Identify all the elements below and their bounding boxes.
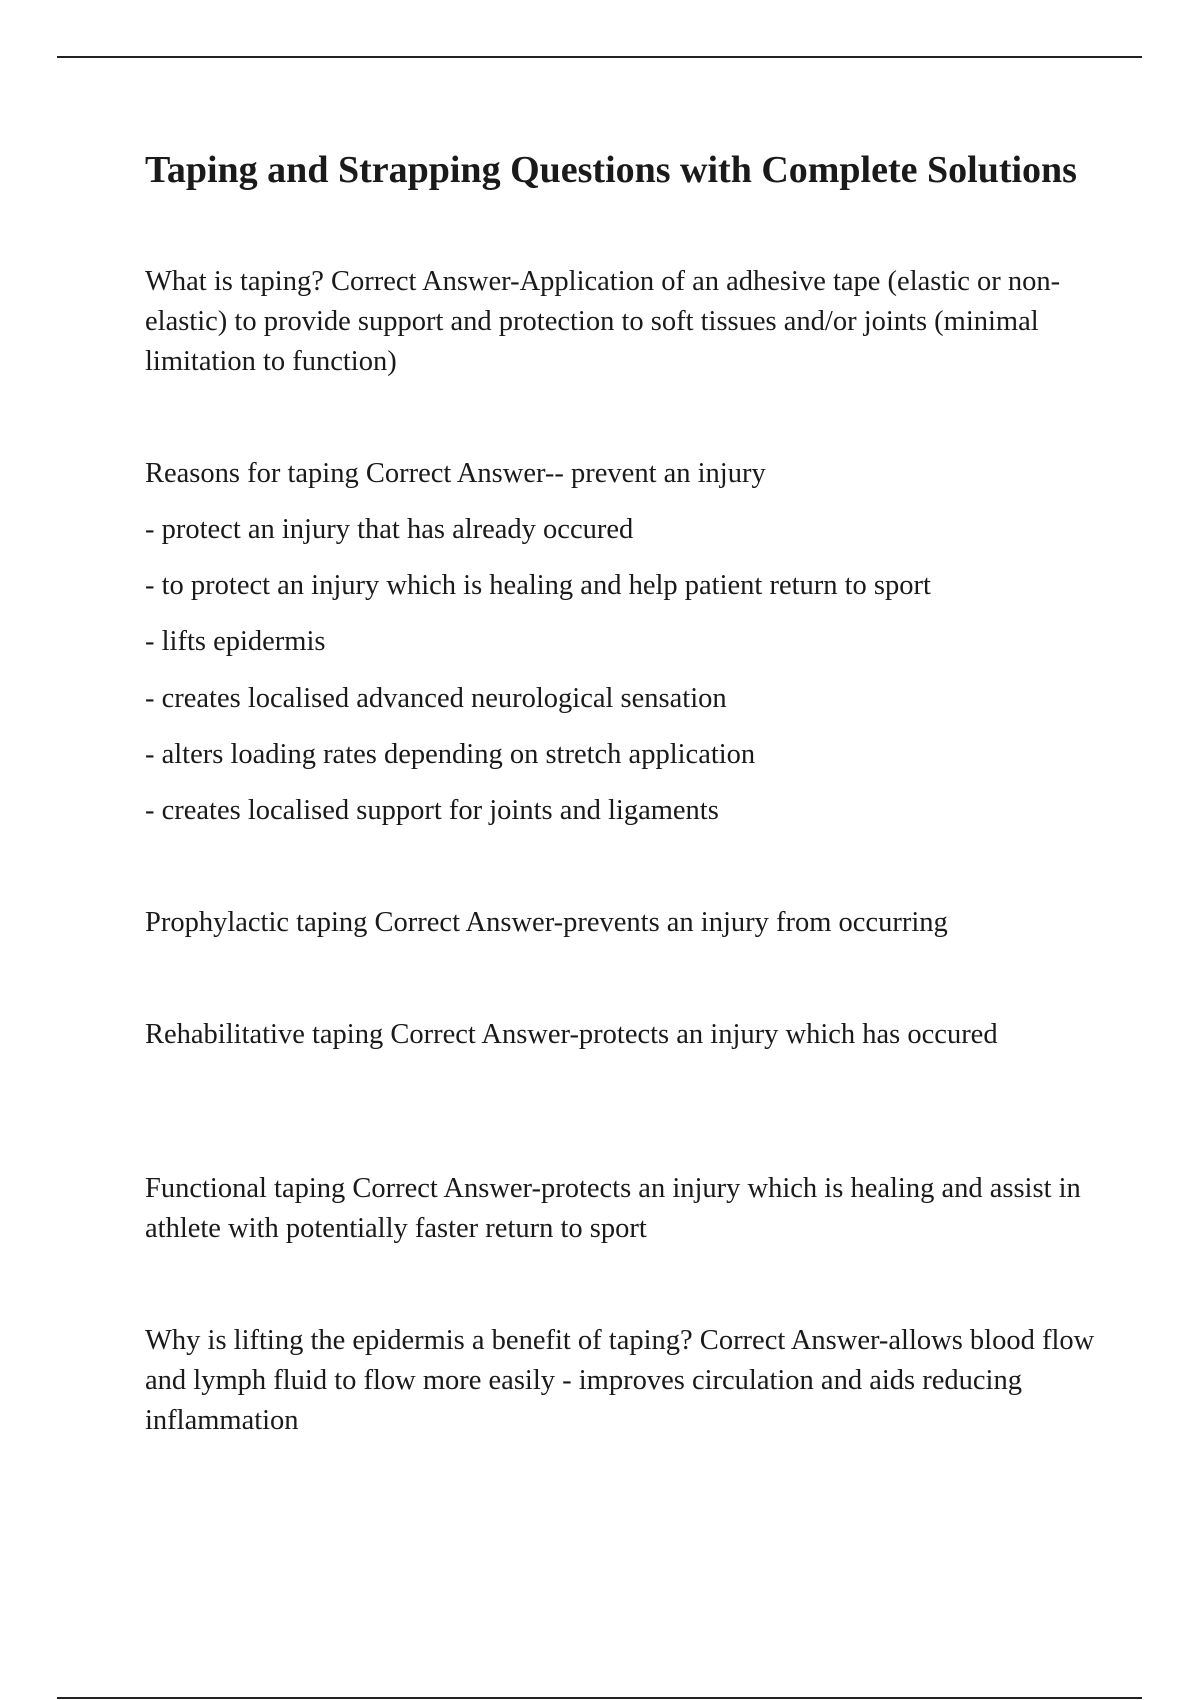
page-title: Taping and Strapping Questions with Complete Solutions (145, 149, 1077, 191)
reason-item: - to protect an injury which is healing and help patient return to sport (145, 570, 931, 601)
reason-item: - creates localised advanced neurological sensation (145, 683, 727, 714)
bottom-rule (57, 1697, 1142, 1699)
reason-item: - protect an injury that has already occured (145, 514, 634, 545)
top-rule (57, 56, 1142, 58)
reason-item: - lifts epidermis (145, 626, 326, 657)
qa-prophylactic-taping: Prophylactic taping Correct Answer-prevents an injury from occurring (145, 907, 948, 938)
qa-what-is-taping: What is taping? Correct Answer-Application of an adhesive tape (elastic or non-elastic) to provide support and protection to soft tissues and/or joints (minimal limitation to function) (145, 266, 1061, 377)
qa-rehabilitative-taping: Rehabilitative taping Correct Answer-protects an injury which has occured (145, 1019, 998, 1050)
reason-item: - alters loading rates depending on stretch application (145, 739, 756, 770)
qa-functional-taping: Functional taping Correct Answer-protects an injury which is healing and assist in athlete with potentially faster return to sport (145, 1173, 1081, 1244)
reason-item: - creates localised support for joints and ligaments (145, 795, 719, 826)
qa-reasons-for-taping: Reasons for taping Correct Answer-- prevent an injury (145, 458, 766, 489)
qa-lifting-epidermis: Why is lifting the epidermis a benefit of taping? Correct Answer-allows blood flow and lymph fluid to flow more easily - improves circulation and aids reducing inflammation (145, 1325, 1095, 1436)
